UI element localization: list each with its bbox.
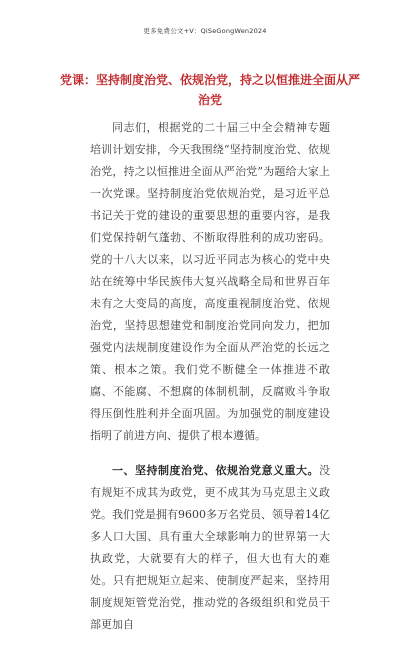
document-body <box>90 117 330 649</box>
document-title: 党课：坚持制度治党、依规治党，持之以恒推进全面从严治党 <box>60 73 361 107</box>
section-one-heading: 一、坚持制度治党、依规治党意义重大。 <box>112 464 319 477</box>
intro-paragraph-text: 同志们，根据党的二十届三中全会精神专题培训计划安排，今天我围绕“坚持制度治党、依规治党，持之以恒推进全面从严治党”为题给大家上一次党课。坚持制度治党依规治党，是习近平总书记关于党的建设的重要思想的重要内容，是我们党保持朝气蓬勃、不断取得胜利的成功密码。党的十八大以来，以习近平同志为核心的党中央站在统筹中华民族伟大复兴战略全局和世界百年未有之大变局的高度，高度重视制度治党、依规治党，坚持思想建党和制度治党同向发力，把加强党内法规制度建设作为全面从严治党的长远之策、根本之策。我们党不断健全一体推进不敢腐、不能腐、不想腐的体制机制，反腐败斗争取得压倒性胜利并全面巩固。为加强党的制度建设指明了前进方向、提供了根本遵循。 <box>90 121 330 442</box>
section-one-text: 没有规矩不成其为政党，更不成其为马克思主义政党。我们党是拥有9600多万名党员、领导着14亿多人口大国、具有重大全球影响力的世界第一大执政党，大就要有大的样子，但大也有大的难处。只有把规矩立起来、使制度严起来，坚持用制度规矩管党治党，推动党的各级组织和党员干部更加自 <box>90 464 330 631</box>
intro-paragraph <box>90 117 330 447</box>
section-one-paragraph <box>90 460 330 636</box>
header-note: 更多免费公文+V：QiSeGongWen2024 <box>143 27 267 35</box>
